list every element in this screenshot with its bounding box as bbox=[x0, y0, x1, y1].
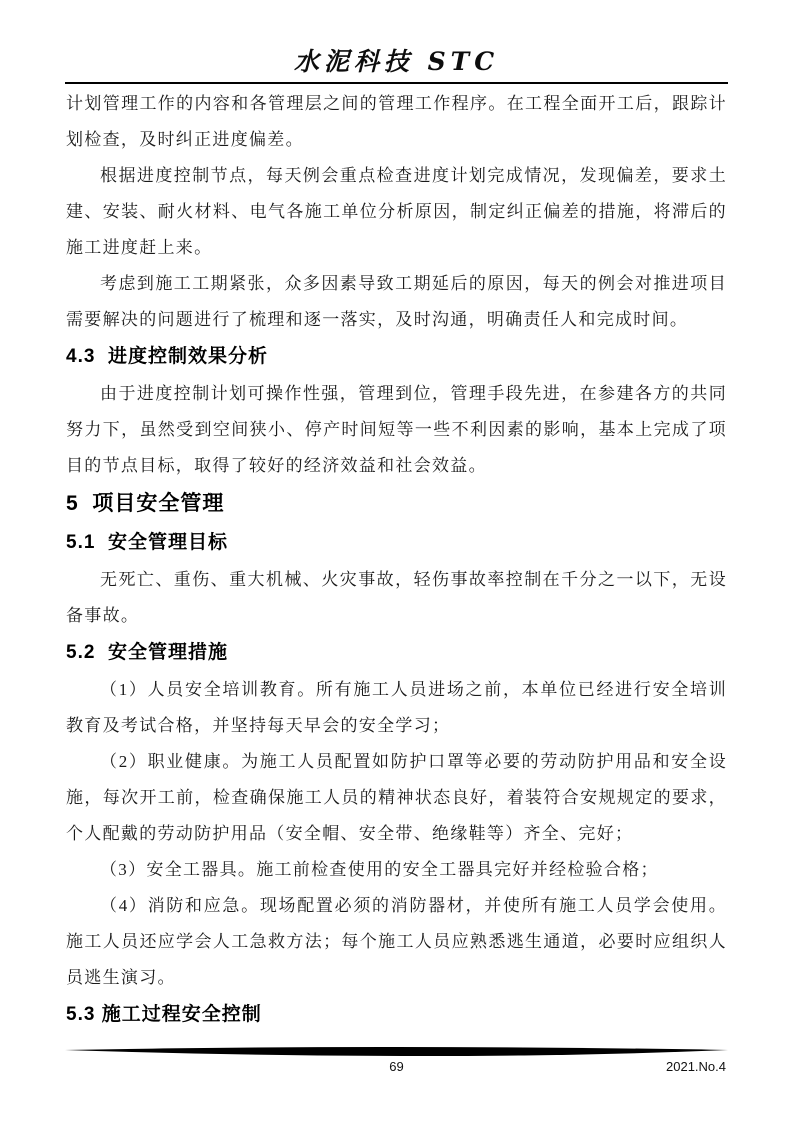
section-heading-5-1: 5.1 安全管理目标 bbox=[66, 532, 228, 553]
footer-text-row bbox=[65, 1058, 728, 1075]
paragraph: （2）职业健康。为施工人员配置如防护口罩等必要的劳动防护用品和安全设施，每次开工前，检查确保施工人员的精神状态良好，着装符合安规规定的要求，个人配戴的劳动防护用品（安全帽、安全带、绝缘鞋等）齐全、完好； bbox=[66, 752, 727, 843]
footer-divider-bar bbox=[65, 1047, 728, 1057]
section-heading-4-3: 4.3 进度控制效果分析 bbox=[66, 346, 268, 367]
paragraph: 根据进度控制节点，每天例会重点检查进度计划完成情况，发现偏差，要求土建、安装、耐火材料、电气各施工单位分析原因，制定纠正偏差的措施，将滞后的施工进度赶上来。 bbox=[66, 166, 727, 257]
paragraph: （1）人员安全培训教育。所有施工人员进场之前，本单位已经进行安全培训教育及考试合格，并坚持每天早会的安全学习； bbox=[66, 680, 727, 735]
section-heading-5: 5 项目安全管理 bbox=[66, 492, 225, 515]
section-heading-5-2: 5.2 安全管理措施 bbox=[66, 642, 228, 663]
journal-title: 水泥科技 STC bbox=[293, 47, 500, 76]
content-area bbox=[0, 86, 793, 1034]
paragraph: 由于进度控制计划可操作性强，管理到位，管理手段先进，在参建各方的共同努力下，虽然受到空间狭小、停产时间短等一些不利因素的影响，基本上完成了项目的节点目标，取得了较好的经济效益和社会效益。 bbox=[66, 384, 727, 475]
paragraph: 考虑到施工工期紧张，众多因素导致工期延后的原因，每天的例会对推进项目需要解决的问题进行了梳理和逐一落实，及时沟通，明确责任人和完成时间。 bbox=[66, 274, 727, 329]
section-heading-5-3: 5.3 施工过程安全控制 bbox=[66, 1004, 262, 1025]
paragraph: 计划管理工作的内容和各管理层之间的管理工作程序。在工程全面开工后，跟踪计划检查，及时纠正进度偏差。 bbox=[66, 94, 727, 149]
journal-header bbox=[0, 0, 793, 84]
issue-number: 2021.No.4 bbox=[666, 1059, 726, 1074]
page-footer bbox=[65, 1047, 728, 1075]
paragraph: （3）安全工器具。施工前检查使用的安全工器具完好并经检验合格； bbox=[100, 860, 659, 879]
page-number: 69 bbox=[389, 1059, 404, 1074]
header-rule bbox=[65, 82, 728, 84]
paragraph: （4）消防和应急。现场配置必须的消防器材，并使所有施工人员学会使用。施工人员还应学会人工急救方法；每个施工人员应熟悉逃生通道，必要时应组织人员逃生演习。 bbox=[66, 896, 727, 987]
paragraph: 无死亡、重伤、重大机械、火灾事故，轻伤事故率控制在千分之一以下，无设备事故。 bbox=[66, 570, 727, 625]
